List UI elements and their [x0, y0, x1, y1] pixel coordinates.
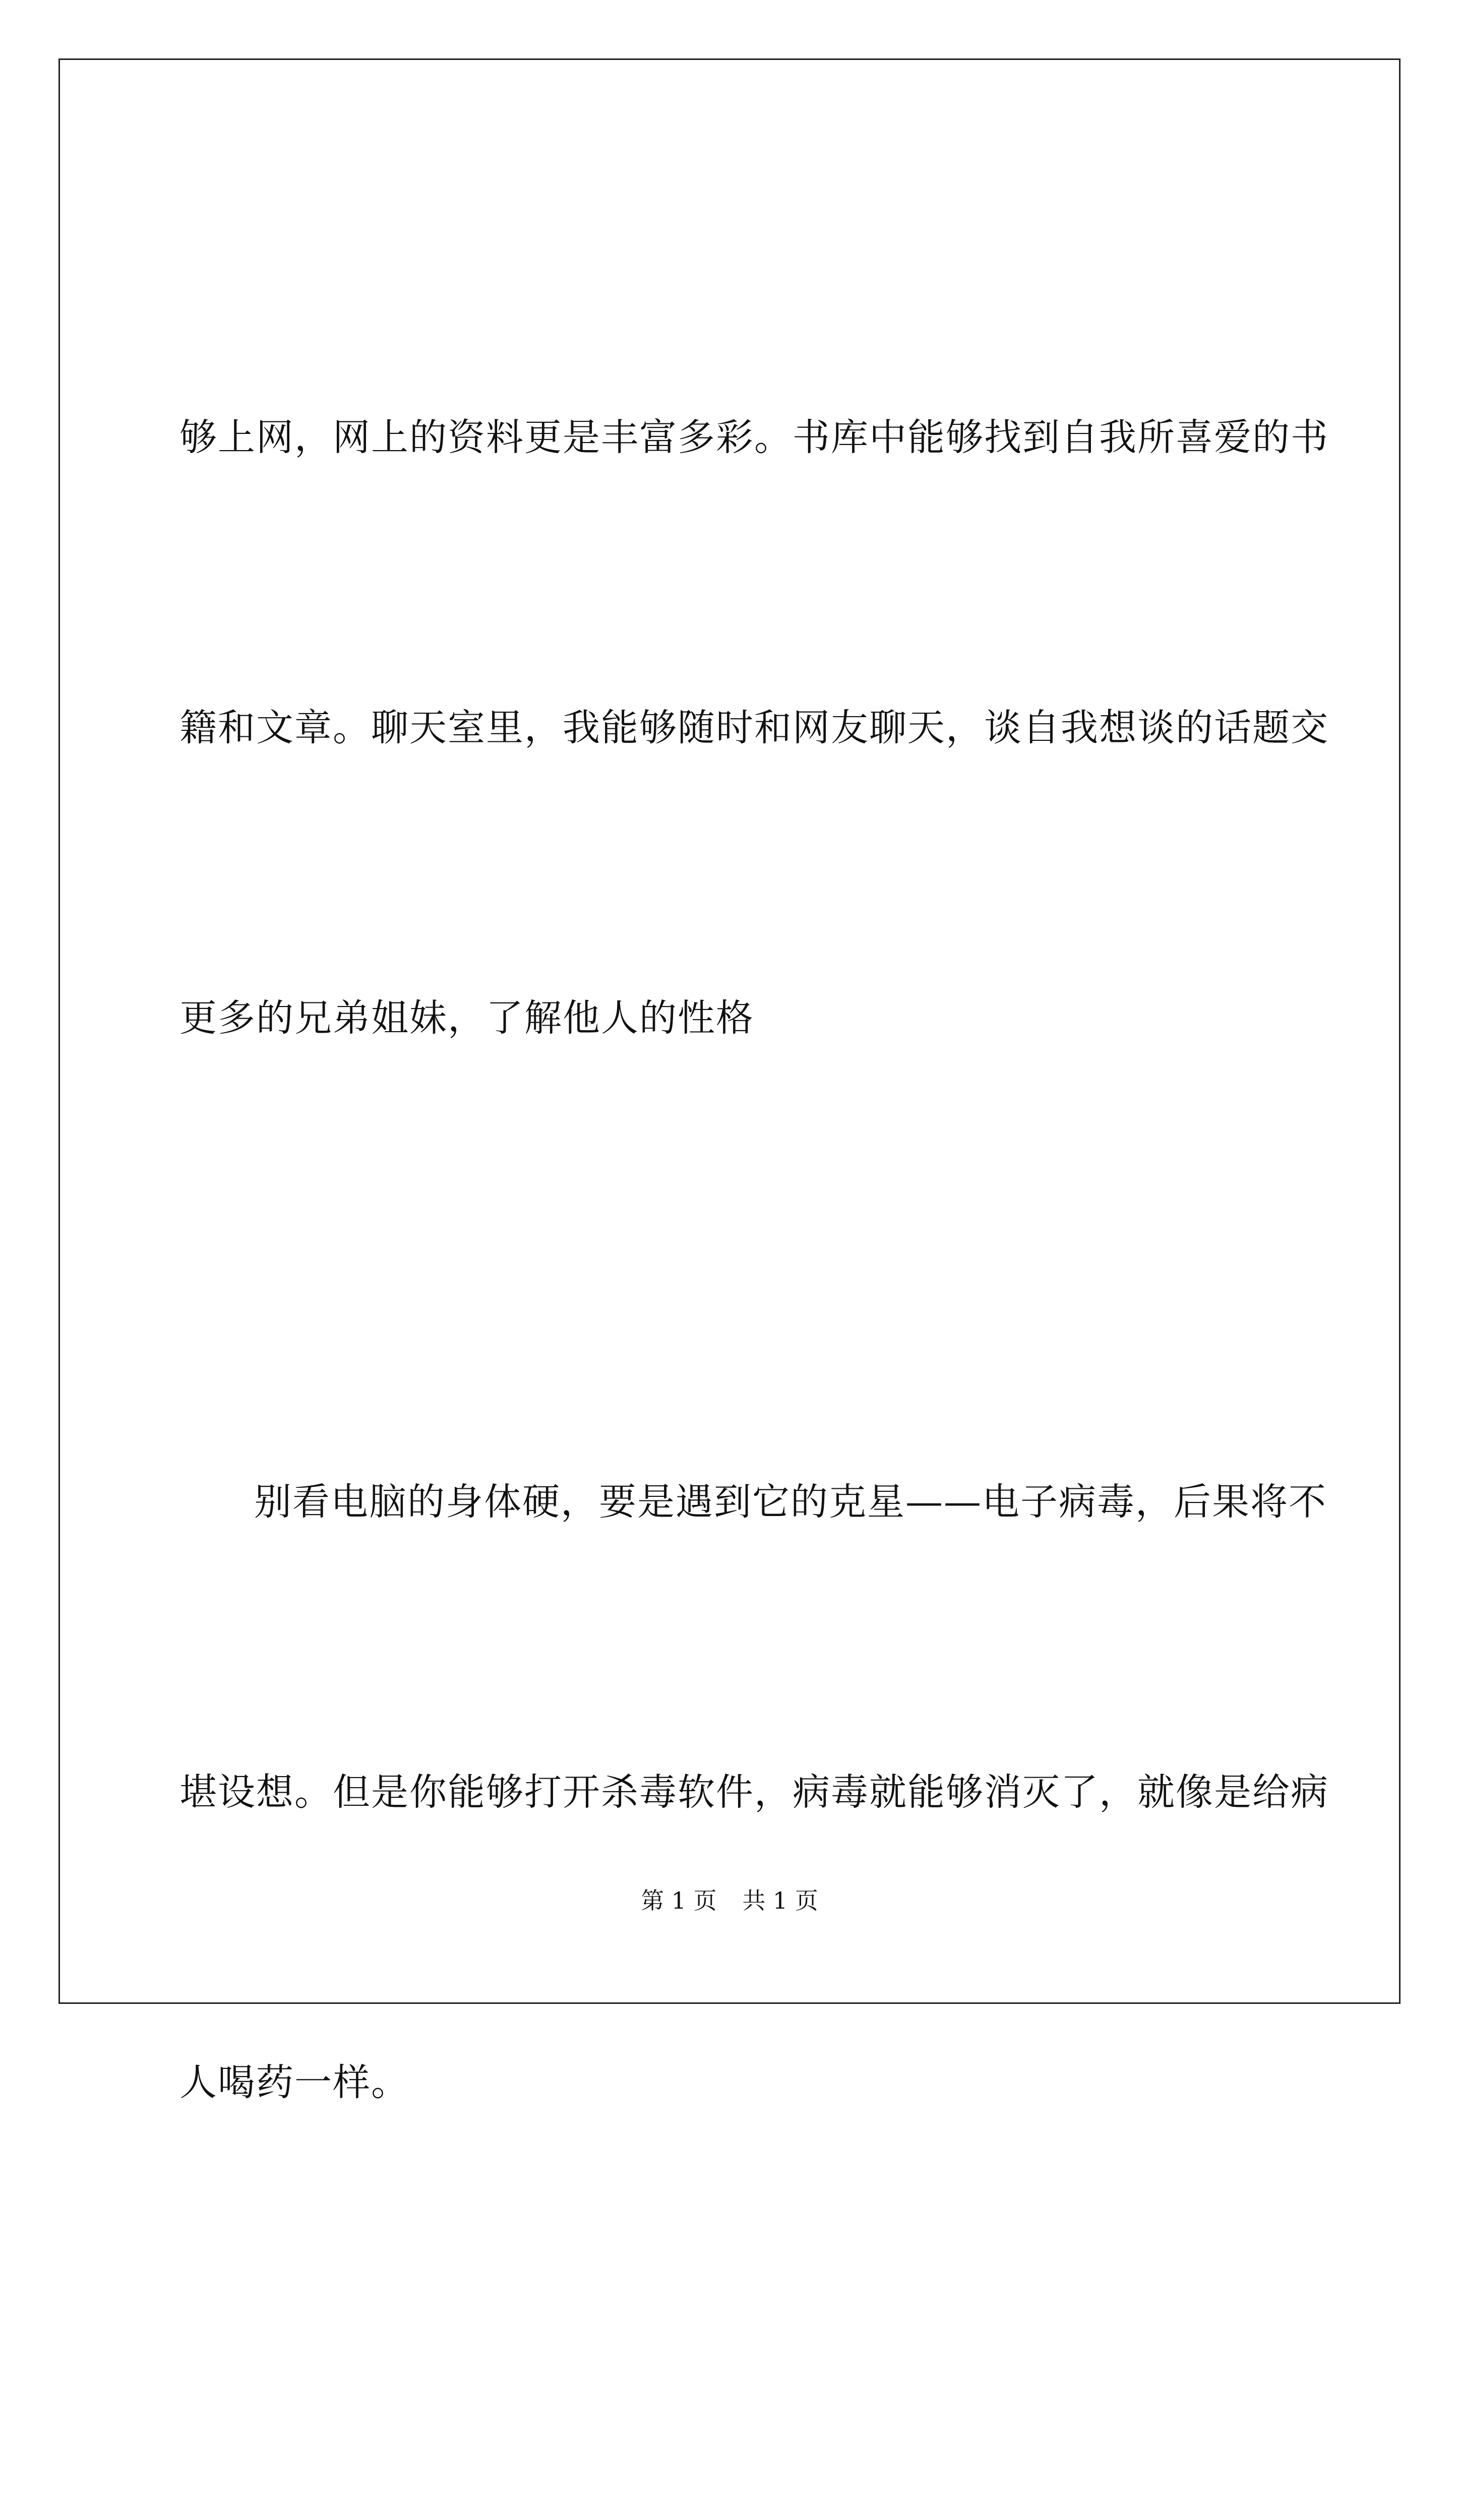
text-line: 更多的兄弟姐妹，了解他人的性格	[179, 996, 754, 1040]
page-number-total: 共 1 页	[742, 1887, 818, 1914]
page-footer	[0, 1882, 1459, 1916]
page-number-current: 第 1 页	[641, 1887, 717, 1914]
text-line: 别看电脑的身体硬，要是遇到它的克星——电子病毒，后果将不	[254, 1480, 1327, 1524]
text-line	[179, 2518, 1284, 2520]
text-line: 人喝药一样。	[179, 2061, 409, 2104]
section-title	[179, 2324, 1284, 2520]
paragraph	[179, 1260, 1329, 2324]
text-line: 籍和文章。聊天室里，我能够随时和网友聊天，谈自我想谈的话题交	[179, 706, 1329, 749]
paragraph	[179, 196, 1329, 1260]
text-line: 堪设想。但是你能够打开杀毒软件，病毒就能够消灭了，就像是给病	[179, 1771, 1329, 1814]
text-line: 够上网，网上的资料更是丰富多彩。书库中能够找到自我所喜爱的书	[179, 416, 1329, 459]
document-body	[179, 196, 1329, 2520]
